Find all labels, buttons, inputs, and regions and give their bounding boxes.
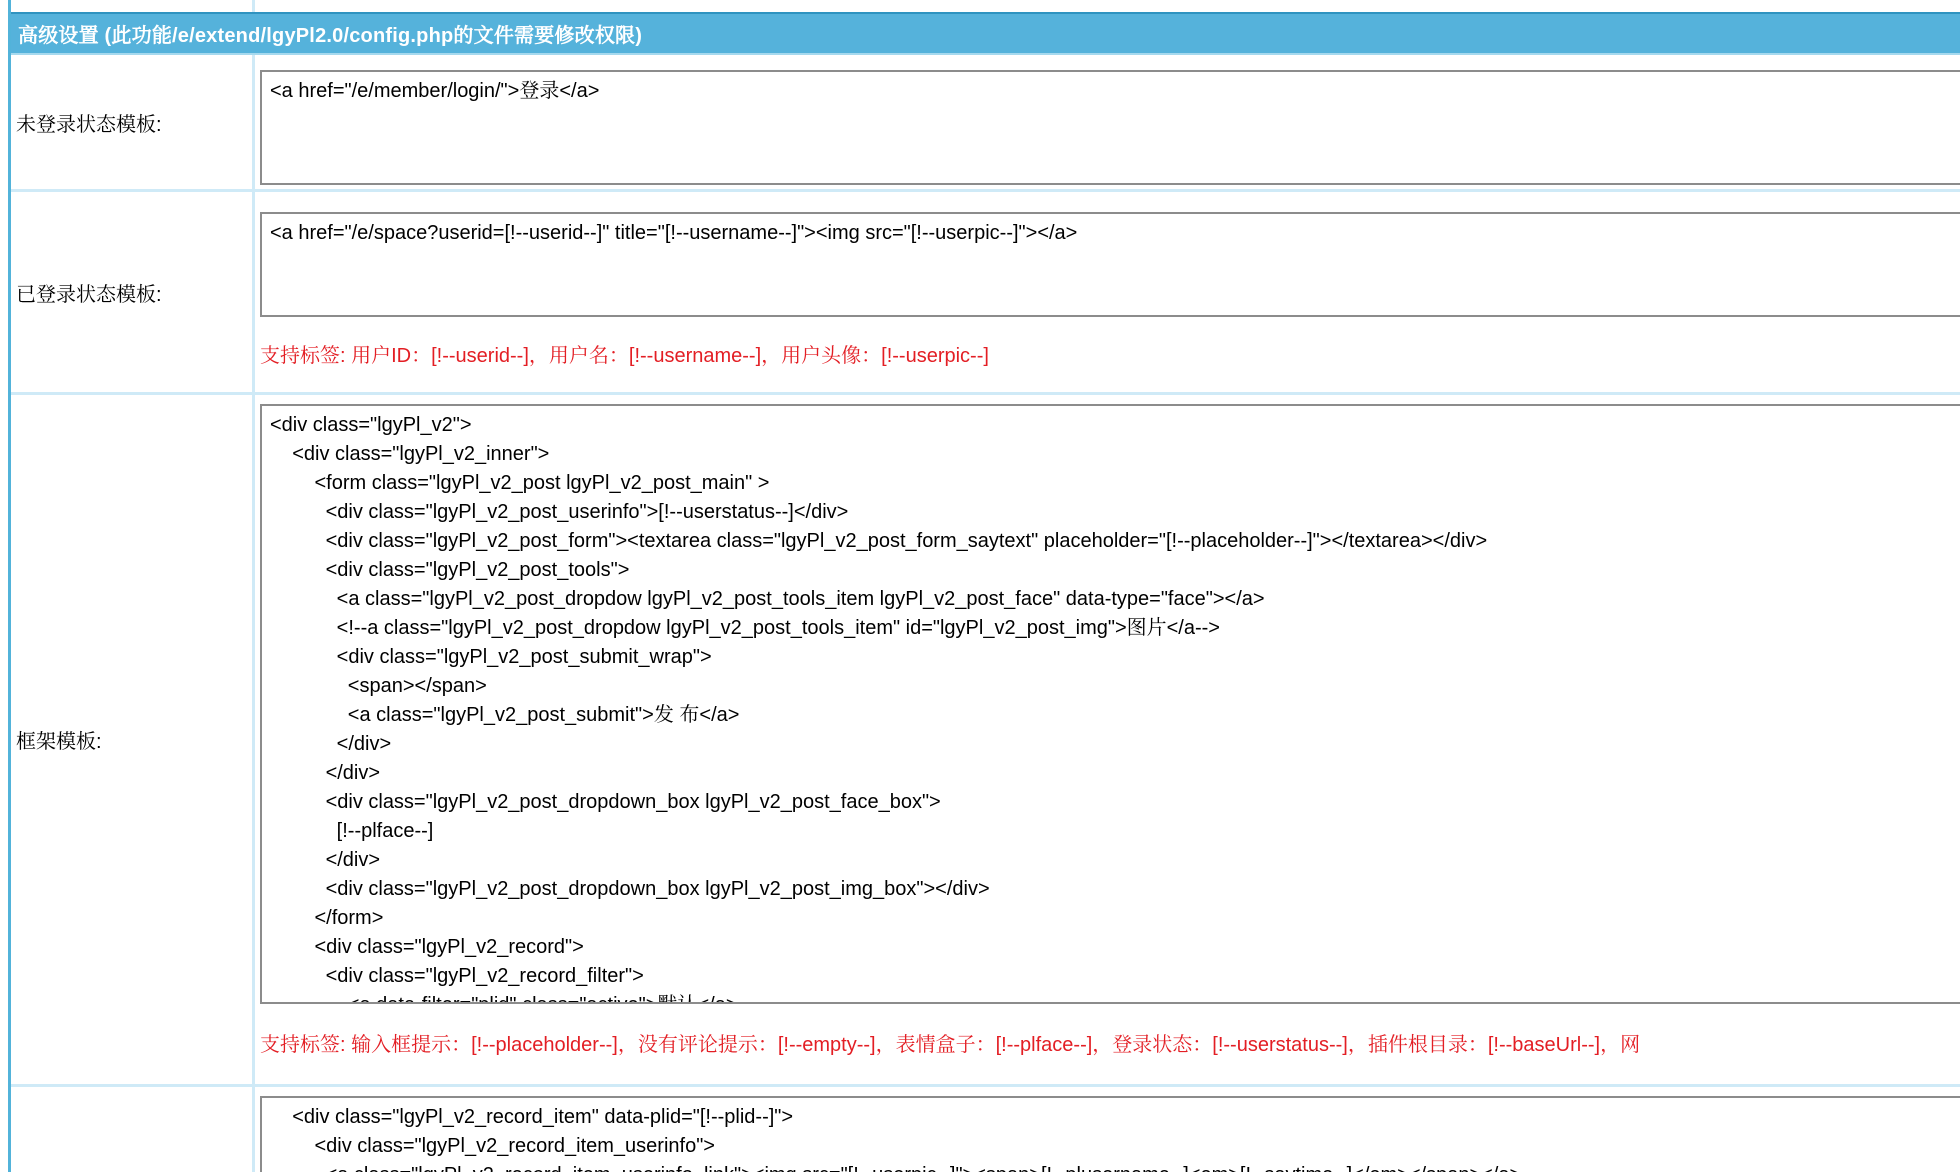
logged-template-textarea[interactable]: [260, 212, 1960, 317]
record-item-template-textarea[interactable]: [260, 1096, 1960, 1172]
settings-table: [8, 0, 1960, 1172]
not-logged-label: 未登录状态模板:: [16, 113, 162, 136]
previous-row-sliver: [11, 0, 1960, 12]
frame-supported-tags-note: 支持标签: 输入框提示：[!--placeholder--]，没有评论提示：[!--empty--]，表情盒子：[!--plface--]，登录状态：[!--userstatus--]，插件根目录：[!--baseUrl--]，网: [260, 1034, 1641, 1056]
logged-label: 已登录状态模板:: [16, 283, 162, 306]
frame-label-cell: [11, 395, 255, 1084]
frame-template-textarea[interactable]: [260, 404, 1960, 1004]
previous-row-content-cell: [255, 0, 1960, 12]
logged-supported-tags-note: 支持标签: 用户ID：[!--userid--]，用户名：[!--username--]，用户头像：[!--userpic--]: [260, 345, 989, 367]
not-logged-template-textarea[interactable]: [260, 70, 1960, 185]
record-item-label-cell: [11, 1087, 255, 1172]
previous-row-label-cell: [11, 0, 255, 12]
section-header-bar: [11, 12, 1960, 55]
row-record-item-template: [11, 1087, 1960, 1172]
section-header-title: 高级设置 (此功能/e/extend/lgyPl2.0/config.php的文件需要修改权限): [18, 25, 643, 47]
row-frame-template: [11, 395, 1960, 1087]
row-logged-template: [11, 192, 1960, 395]
logged-content-cell: [255, 192, 1960, 392]
frame-label: 框架模板:: [16, 731, 102, 753]
not-logged-content-cell: [255, 55, 1960, 189]
logged-label-cell: [11, 192, 255, 392]
not-logged-label-cell: [11, 55, 255, 189]
record-item-content-cell: [255, 1087, 1960, 1172]
frame-content-cell: [255, 395, 1960, 1084]
row-not-logged-template: [11, 55, 1960, 192]
